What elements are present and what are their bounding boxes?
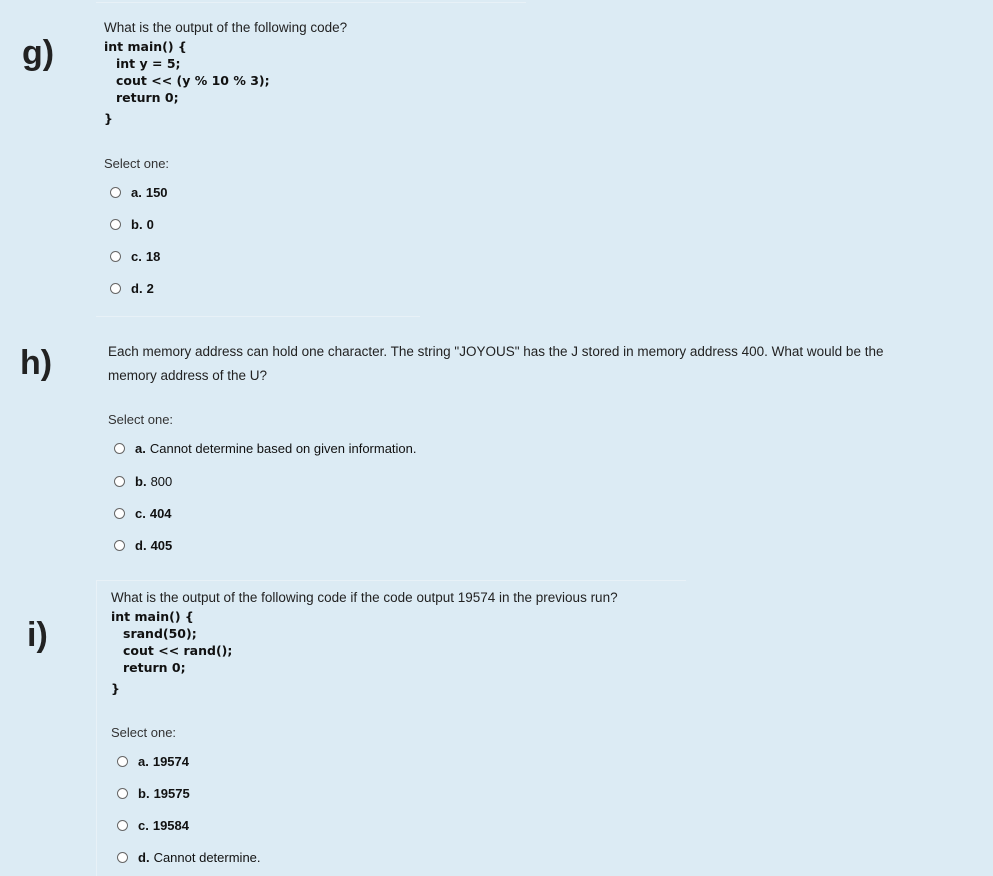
divider-h-i bbox=[96, 580, 686, 581]
option-key: a. bbox=[131, 184, 142, 200]
question-h bbox=[108, 340, 978, 388]
question-label-h: h) bbox=[20, 344, 53, 382]
option-text: 18 bbox=[145, 248, 161, 264]
code-line: return 0; bbox=[116, 90, 179, 105]
option-key: c. bbox=[138, 817, 149, 833]
code-line: } bbox=[104, 111, 113, 126]
question-g-code bbox=[104, 38, 534, 127]
option-key: c. bbox=[135, 505, 146, 521]
code-line: return 0; bbox=[123, 660, 186, 675]
option-key: a. bbox=[138, 753, 149, 769]
option-key: c. bbox=[131, 248, 142, 264]
question-label-i: i) bbox=[27, 616, 48, 654]
question-i-option-d[interactable] bbox=[117, 848, 261, 866]
question-g-option-a[interactable] bbox=[110, 183, 168, 201]
option-text: 405 bbox=[150, 537, 173, 553]
option-key: b. bbox=[135, 473, 147, 489]
option-key: b. bbox=[131, 216, 143, 232]
option-text: 0 bbox=[146, 216, 154, 232]
question-i-prompt: What is the output of the following code if the code output 19574 in the previous run? bbox=[111, 590, 618, 605]
question-i-option-c[interactable] bbox=[117, 816, 189, 834]
code-line: int y = 5; bbox=[116, 56, 181, 71]
question-g-select-label: Select one: bbox=[104, 156, 170, 171]
option-key: a. bbox=[135, 440, 146, 456]
question-label-g: g) bbox=[22, 34, 55, 72]
question-i bbox=[111, 588, 711, 697]
radio-button[interactable] bbox=[114, 540, 125, 551]
radio-button[interactable] bbox=[114, 476, 125, 487]
option-text: 2 bbox=[146, 280, 154, 296]
radio-button[interactable] bbox=[114, 508, 125, 519]
option-key: b. bbox=[138, 785, 150, 801]
option-key: d. bbox=[131, 280, 143, 296]
option-text: 19584 bbox=[152, 817, 189, 833]
question-g-option-d[interactable] bbox=[110, 279, 154, 297]
question-h-option-d[interactable] bbox=[114, 536, 172, 554]
radio-button[interactable] bbox=[117, 756, 128, 767]
question-i-select-label: Select one: bbox=[111, 725, 177, 740]
code-line: cout << (y % 10 % 3); bbox=[116, 73, 270, 88]
option-text: Cannot determine based on given information. bbox=[149, 440, 417, 456]
radio-button[interactable] bbox=[114, 443, 125, 454]
radio-button[interactable] bbox=[110, 219, 121, 230]
question-h-select-label: Select one: bbox=[108, 412, 174, 427]
question-i-code bbox=[111, 608, 711, 697]
question-h-prompt-line2: memory address of the U? bbox=[108, 368, 268, 383]
option-text: Cannot determine. bbox=[153, 849, 261, 865]
radio-button[interactable] bbox=[117, 820, 128, 831]
question-g bbox=[104, 18, 534, 127]
option-text: 19575 bbox=[153, 785, 190, 801]
code-line: int main() { bbox=[104, 39, 187, 54]
radio-button[interactable] bbox=[110, 283, 121, 294]
radio-button[interactable] bbox=[117, 852, 128, 863]
radio-button[interactable] bbox=[110, 251, 121, 262]
divider-g-h bbox=[96, 316, 420, 317]
question-i-option-b[interactable] bbox=[117, 784, 190, 802]
question-h-prompt-line1: Each memory address can hold one character. The string "JOYOUS" has the J stored in memory address 400. What would be the bbox=[108, 344, 884, 359]
divider-top bbox=[96, 2, 526, 3]
code-line: int main() { bbox=[111, 609, 194, 624]
code-line: cout << rand(); bbox=[123, 643, 233, 658]
option-text: 150 bbox=[145, 184, 168, 200]
question-g-option-c[interactable] bbox=[110, 247, 160, 265]
radio-button[interactable] bbox=[117, 788, 128, 799]
question-h-option-a[interactable] bbox=[114, 439, 417, 457]
question-g-option-b[interactable] bbox=[110, 215, 154, 233]
option-text: 800 bbox=[150, 473, 173, 489]
option-text: 19574 bbox=[152, 753, 189, 769]
radio-button[interactable] bbox=[110, 187, 121, 198]
question-i-option-a[interactable] bbox=[117, 752, 189, 770]
question-h-option-c[interactable] bbox=[114, 504, 172, 522]
code-line: } bbox=[111, 681, 120, 696]
divider-i-left bbox=[96, 580, 97, 876]
question-g-prompt: What is the output of the following code? bbox=[104, 20, 348, 35]
option-text: 404 bbox=[149, 505, 172, 521]
option-key: d. bbox=[135, 537, 147, 553]
option-key: d. bbox=[138, 849, 150, 865]
code-line: srand(50); bbox=[123, 626, 197, 641]
question-h-option-b[interactable] bbox=[114, 472, 172, 490]
